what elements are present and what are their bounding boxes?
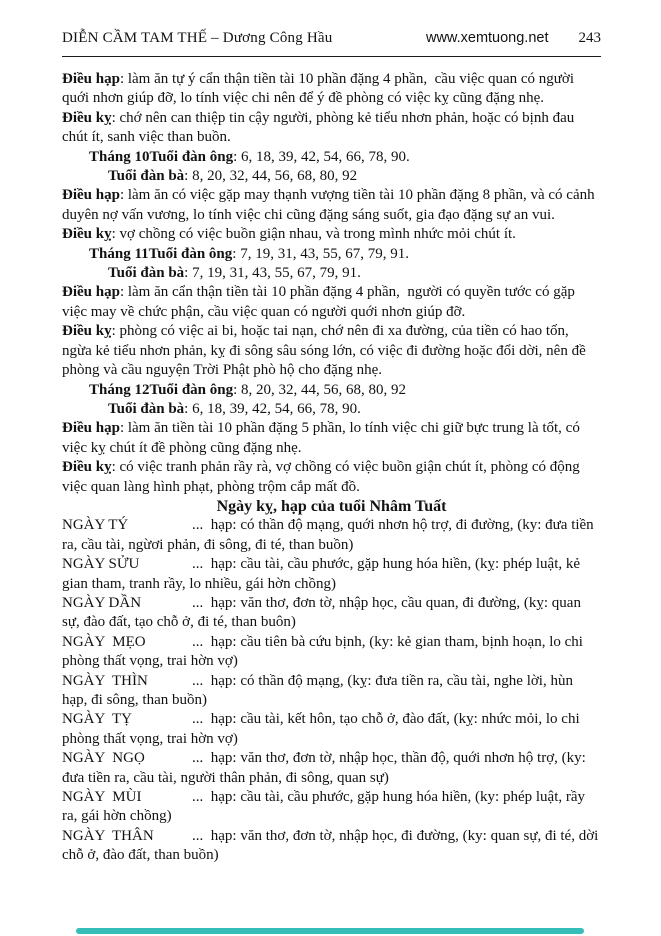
dieu-ky-label: Điều kỵ [62, 226, 112, 243]
dieu-hap-text: : làm ăn cẩn thận tiền tài 10 phần đặng 4 phần, người có quyền tước có gặp việc may về chức phận, cầu việc quan có người quới nhơn giúp đỡ. [62, 284, 579, 320]
day-name: NGÀY DẦN [62, 594, 142, 611]
day-text: ... hạp: văn thơ, đơn tờ, nhập học, cầu quan, đi đường, (kỵ: quan sự, đào đất, tạo chỗ ở, đi té, than buôn) [62, 594, 585, 631]
day-name: NGÀY THÌN [62, 672, 148, 689]
month-line [62, 245, 601, 264]
day-row-ty [62, 516, 601, 555]
dieu-hap-label: Điều hạp [62, 420, 120, 437]
page-header [62, 30, 601, 57]
tuoi-dan-ba-line [62, 264, 601, 283]
month-line [62, 381, 601, 400]
page-body [62, 70, 601, 866]
day-text: ... hạp: cầu tài, cầu phước, gặp hung hóa hiền, (kỵ: phép luật, kẻ gian tham, tranh rầy, lo nhiều, gái hờn chồng) [62, 556, 584, 592]
bottom-scrollbar[interactable] [76, 928, 584, 934]
day-row-thin [62, 672, 601, 711]
dieu-ky-paragraph [62, 458, 601, 497]
day-row-mui [62, 788, 601, 827]
dieu-ky-label: Điều kỵ [62, 459, 112, 476]
dieu-ky-text: : chớ nên can thiệp tin cậy người, phòng kẻ tiểu nhơn phản, hoặc có bịnh đau chút ít, sanh việc than buồn. [62, 109, 578, 146]
month-line [62, 148, 601, 167]
dieu-hap-label: Điều hạp [62, 187, 120, 204]
day-name: NGÀY THÂN [62, 827, 154, 844]
header-right [426, 30, 601, 47]
day-name: NGÀY TÝ [62, 517, 129, 534]
dieu-ky-paragraph [62, 225, 601, 244]
month-label: Tháng 10Tuổi đàn ông [89, 148, 234, 165]
dieu-hap-paragraph [62, 186, 601, 225]
dieu-hap-paragraph [62, 70, 601, 109]
dieu-hap-text: : làm ăn có việc gặp may thạnh vượng tiền tài 10 phần đặng 8 phần, và có cảnh duyên nợ vấn vương, lo tính việc chi cũng đặng sáng suốt, gia đạo đặng sự an vui. [62, 187, 599, 223]
day-row-dan [62, 594, 601, 633]
dieu-ky-paragraph [62, 109, 601, 148]
website-url: www.xemtuong.net [425, 30, 549, 46]
dieu-ky-paragraph [62, 322, 601, 380]
day-name: NGÀY TỴ [62, 711, 132, 728]
day-row-than [62, 827, 601, 866]
day-text: ... hạp: văn thơ, đơn tờ, nhập học, đi đường, (ky: quan sự, đi té, dời chỗ ở, đào đất, than buồn) [62, 827, 603, 864]
tuoi-values: : 8, 20, 32, 44, 56, 68, 80, 92 [184, 168, 358, 185]
month-label: Tháng 11Tuổi đàn ông [89, 245, 233, 262]
tuoi-label: Tuổi đàn bà [108, 265, 185, 282]
document-page [62, 30, 601, 866]
day-row-suu [62, 555, 601, 594]
tuoi-label: Tuổi đàn bà [108, 168, 185, 185]
dieu-hap-label: Điều hạp [62, 284, 120, 301]
day-name: NGÀY NGỌ [62, 750, 145, 767]
dieu-ky-text: : vợ chồng có việc buồn giận nhau, và trong mình nhức mỏi chút ít. [111, 226, 516, 243]
day-text: ... hạp: có thần độ mạng, quới nhơn hộ trợ, đi đường, (ky: đưa tiền ra, cầu tài, ngừơi phản, đi sông, đi té, than buồn) [62, 517, 598, 553]
tuoi-label: Tuổi đàn bà [108, 400, 185, 417]
day-text: ... hạp: cầu tiên bà cứu bịnh, (ky: kẻ gian tham, bịnh hoạn, lo chi phòng thất vọng, trai hờn vợ) [62, 633, 587, 670]
dieu-hap-paragraph [62, 419, 601, 458]
month-values: : 6, 18, 39, 42, 54, 66, 78, 90. [233, 148, 410, 165]
day-name: NGÀY MÙI [62, 789, 142, 806]
dieu-hap-text: : làm ăn tiền tài 10 phần đặng 5 phần, lo tính việc chi giữ bực trung là tốt, có việc kỵ chút ít đề phòng cũng đặng nhẹ. [62, 420, 584, 456]
month-values: : 8, 20, 32, 44, 56, 68, 80, 92 [233, 381, 407, 398]
section-heading: Ngày kỵ, hạp của tuổi Nhâm Tuất [216, 497, 447, 515]
dieu-ky-text: : phòng có việc ai bi, hoặc tai nạn, chớ nên đi xa đường, của tiền có hao tốn, ngừa kẻ tiểu nhơn phản, kỵ đi sông sâu sóng lớn, có việc đi đường hoặc đổi dời, nên đề phòng và cầu nguyện Trời Phật phò hộ cho đặng nhẹ. [62, 323, 590, 379]
tuoi-values: : 7, 19, 31, 43, 55, 67, 79, 91. [184, 265, 361, 282]
dieu-hap-paragraph [62, 283, 601, 322]
month-label: Tháng 12Tuổi đàn ông [89, 381, 234, 398]
month-values: : 7, 19, 31, 43, 55, 67, 79, 91. [232, 245, 409, 262]
day-text: ... hạp: cầu tài, cầu phước, gặp hung hóa hiền, (ky: phép luật, rầy ra, gái hờn chồng) [62, 789, 589, 825]
day-row-meo [62, 633, 601, 672]
dieu-ky-label: Điều kỵ [62, 109, 112, 126]
day-name: NGÀY MẸO [62, 633, 146, 650]
tuoi-dan-ba-line [62, 400, 601, 419]
dieu-ky-label: Điều kỵ [62, 323, 112, 340]
day-text: ... hạp: văn thơ, đơn tờ, nhập học, thần độ, quới nhơn hộ trợ, (ky: đưa tiền ra, cầu tài, người thân phản, đi sông, quan sự) [62, 750, 590, 786]
dieu-hap-text: : làm ăn tự ý cẩn thận tiền tài 10 phần đặng 4 phần, cầu việc quan có người quới nhơn giúp đỡ, lo tính việc chi nên để ý đề phòng có việc kỵ cũng đặng nhẹ. [62, 71, 578, 107]
day-text: ... hạp: cầu tài, kết hôn, tạo chỗ ở, đào đất, (kỵ: nhức mỏi, lo chi phòng thất vọng, trai hờn vợ) [62, 711, 584, 747]
day-name: NGÀY SỬU [62, 556, 140, 573]
book-title: DIỄN CẦM TAM THẾ – Dương Công Hầu [62, 30, 333, 46]
dieu-hap-label: Điều hạp [62, 71, 120, 87]
day-row-ngo [62, 749, 601, 788]
page-number: 243 [578, 30, 601, 46]
tuoi-values: : 6, 18, 39, 42, 54, 66, 78, 90. [184, 400, 361, 417]
day-row-tyj [62, 710, 601, 749]
dieu-ky-text: : có việc tranh phản rầy rà, vợ chồng có việc buồn giận chút ít, phòng có động việc quan làng hình phạt, phòng trộm cắp mất đồ. [62, 459, 584, 495]
day-text: ... hạp: có thần độ mạng, (kỵ: đưa tiền ra, cầu tài, nghe lời, hùn hạp, đi sông, than buồn) [62, 672, 577, 708]
tuoi-dan-ba-line [62, 167, 601, 186]
